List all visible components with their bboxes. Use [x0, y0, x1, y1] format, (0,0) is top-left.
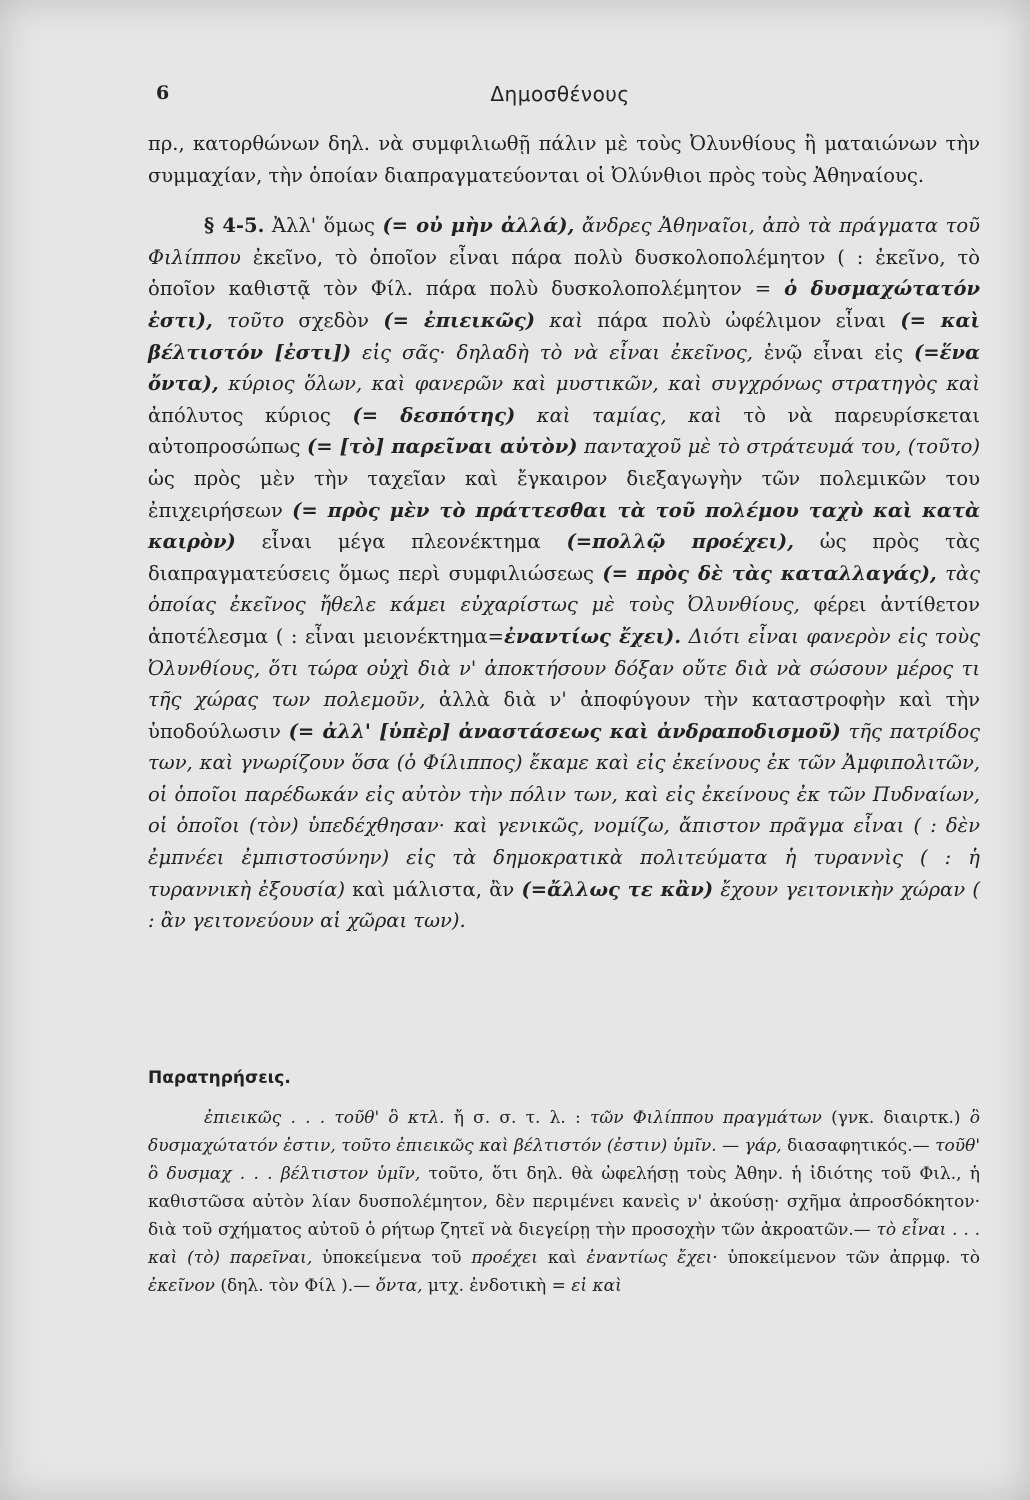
greek-original-phrase: (=ἄλλως τε κἂν)	[521, 877, 714, 901]
italic-run: ἐκεῖνον	[148, 1276, 215, 1296]
italic-run: καὶ ταμίας, καὶ	[515, 403, 722, 427]
text-run: πρ., κατορθώνων δηλ. νὰ συμφιλιωθῇ πάλιν μὲ τοὺς Ὀλυνθίους ἢ ματαιώνων τὴν συμμαχίαν, τὴν ὁποίαν διαπραγματεύονται οἱ Ὀλύνθιοι πρὸς τοὺς Ἀθηναίους.	[148, 132, 980, 187]
text-run: καὶ	[537, 1248, 587, 1268]
italic-run: ἄνδρες Ἀθηναῖοι, ἀπὸ τὰ πράγματα τοῦ Φιλίππου	[148, 214, 980, 269]
italic-run: τοῦτο	[212, 308, 285, 332]
text-run: καὶ μάλιστα, ἂν	[344, 877, 522, 901]
italic-run: καὶ	[534, 308, 583, 332]
italic-run: ὄντα,	[375, 1276, 423, 1296]
greek-original-phrase: (= ἐπιεικῶς)	[383, 308, 535, 332]
remarks-heading: Παρατηρήσεις.	[148, 1068, 291, 1088]
italic-run: τῆς πατρίδος των, καὶ γνωρίζουν ὅσα (ὁ Φίλιππος) ἔκαμε καὶ εἰς ἐκείνους ἐκ τῶν Ἀμφιπολιτῶν, οἱ ὁποῖοι παρέδωκάν εἰς αὐτὸν τὴν πόλιν των, καὶ εἰς ἐκείνους ἐκ τῶν Πυδναίων, οἱ ὁποῖοι (τὸν) ὑπεδέχθησαν· καὶ γενικῶς, νομίζω, ἄπιστον πρᾶγμα εἶναι ( : δὲν ἐμπνέει ἐμπιστοσύνην) εἰς τὰ δημοκρατικὰ πολιτεύματα ἡ τυραννὶς ( : ἡ τυραννικὴ ἐξουσία)	[148, 719, 980, 901]
running-title: Δημοσθένους	[490, 82, 630, 106]
text-run: ὡς πρὸς μὲν τὴν ταχεῖαν καὶ ἔγκαιρον διεξαγωγὴν τῶν πολεμικῶν του ἐπιχειρήσεων	[148, 466, 980, 522]
page-header	[150, 82, 970, 112]
greek-original-phrase: (= καὶ βέλτιστόν [ἐστι])	[148, 308, 980, 364]
text-run: Ἀλλ' ὅμως	[264, 214, 383, 238]
italic-run: τοῦθ' ὃ δυσμαχ . . . βέλτιστον ὑμῖν,	[148, 1136, 980, 1184]
italic-run: ὃ δυσμαχώτατόν ἐστιν, τοῦτο ἐπιεικῶς καὶ βέλτιστόν (ἐστιν) ὑμῖν. — γάρ,	[148, 1108, 980, 1156]
greek-original-phrase: (= πρὸς δὲ τὰς καταλλαγάς),	[602, 561, 937, 585]
text-run: ὑποκείμενα τοῦ	[312, 1248, 472, 1268]
text-run: φέρει ἀντίθετον ἀποτέλεσμα ( : εἶναι μειονέκτημα=	[148, 593, 980, 648]
greek-original-phrase: (=ἕνα ὄντα),	[148, 340, 980, 396]
intro-paragraph	[148, 128, 980, 191]
greek-original-phrase: (= [τὸ] παρεῖναι αὐτὸν)	[306, 435, 578, 459]
italic-run: ἔχουν γειτονικὴν χώραν ( : ἂν γειτονεύουν αἱ χῶραι των).	[148, 877, 980, 933]
italic-run: τῶν Φιλίππου πραγμάτων	[589, 1108, 822, 1128]
text-run: ἐκεῖνο, τὸ ὁποῖον εἶναι πάρα πολὺ δυσκολοπολέμητον ( : ἐκεῖνο, τὸ ὁποῖον καθιστᾷ τὸν Φίλ. πάρα πολὺ δυσκολοπολέμητον =	[148, 245, 980, 301]
greek-original-phrase: ὁ δυσμαχώτατόν ἐστι),	[148, 277, 980, 332]
italic-run: κύριος ὅλων, καὶ φανερῶν καὶ μυστικῶν, καὶ συγχρόνως στρατηγὸς καὶ	[218, 372, 980, 396]
italic-run: εἰ καὶ	[571, 1276, 622, 1296]
text-run: ἤ σ. σ. τ. λ. :	[444, 1108, 590, 1128]
remarks-notes	[148, 1104, 980, 1300]
text-run: (γνκ. διαιρτκ.)	[821, 1108, 970, 1128]
translation-text	[148, 128, 980, 937]
remarks-paragraph	[148, 1104, 980, 1300]
text-run: ὑποκείμενον τῶν ἀπρμφ. τὸ	[717, 1248, 981, 1268]
greek-original-phrase: (= ἀλλ' [ὑπὲρ] ἀναστάσεως καὶ ἀνδραποδισμοῦ)	[288, 719, 841, 743]
italic-run: πανταχοῦ μὲ τὸ στράτευμά του, (τοῦτο)	[577, 435, 980, 459]
text-run: πάρα πολὺ ὠφέλιμον εἶναι	[582, 308, 901, 332]
italic-run: Διότι εἶναι φανερὸν εἰς τοὺς Ὀλυνθίους, ὅτι τώρα οὐχὶ διὰ ν' ἀποκτήσουν δόξαν οὔτε διὰ νὰ σώσουν μέρος τι τῆς χώρας των πολεμοῦν,	[148, 624, 980, 712]
text-run: τοῦτο, ὅτι δηλ. θὰ ὠφελήσῃ τοὺς Ἀθην. ἡ ἰδιότης τοῦ Φιλ., ἡ καθιστῶσα αὐτὸν λίαν δυσπολέμητον, δὲν περιμένει κανεὶς ν' ἀκούσῃ· σχῆμα ἀπροσδόκητον· διὰ τοῦ σχήματος αὐτοῦ ὁ ρήτωρ ζητεῖ νὰ διεγείρῃ τὴν προσοχὴν τῶν ἀκροατῶν.—	[148, 1164, 980, 1240]
section-paragraph	[148, 210, 980, 937]
text-run: ἀλλὰ διὰ ν' ἀποφύγουν τὴν καταστροφὴν καὶ τὴν ὑποδούλωσιν	[148, 688, 981, 743]
italic-run: τὰς ὁποίας ἐκεῖνος ἤθελε κάμει εὐχαρίστως μὲ τοὺς Ὀλυνθίους,	[148, 561, 981, 617]
italic-run: τὸ εἶναι . . . καὶ (τὸ) παρεῖναι,	[148, 1220, 981, 1268]
text-run: εἶναι μέγα πλεονέκτημα	[235, 530, 567, 554]
greek-original-phrase: (=πολλῷ προέχει),	[566, 530, 794, 554]
page-number: 6	[156, 82, 170, 104]
text-run: (δηλ. τὸν Φίλ ).—	[214, 1276, 376, 1296]
italic-run: ἐπιεικῶς . . . τοῦθ' ὃ κτλ.	[204, 1108, 445, 1128]
text-run: σχεδὸν	[284, 308, 384, 332]
italic-run: ἐναντίως ἔχει·	[586, 1248, 718, 1268]
text-run: τὸ νὰ παρευρίσκεται αὐτοπροσώπως	[148, 403, 980, 459]
italic-run: προέχει	[471, 1248, 538, 1268]
text-run: ὡς πρὸς τὰς διαπραγματεύσεις ὅμως περὶ συμφιλιώσεως	[148, 530, 980, 585]
text-run: ἀπόλυτος κύριος	[148, 403, 353, 427]
text-run: ἐνῷ εἶναι εἰς	[753, 340, 915, 364]
text-run: διασαφητικός.—	[781, 1136, 936, 1156]
italic-run: εἰς σᾶς· δηλαδὴ τὸ νὰ εἶναι ἐκεῖνος,	[351, 340, 753, 364]
greek-original-phrase: ἐναντίως ἔχει).	[503, 624, 682, 648]
section-number: § 4-5.	[204, 214, 265, 238]
greek-original-phrase: (= δεσπότης)	[352, 403, 516, 427]
greek-original-phrase: (= οὐ μὴν ἀλλά),	[382, 214, 575, 238]
text-run: μτχ. ἐνδοτικὴ =	[422, 1276, 572, 1296]
greek-original-phrase: (= πρὸς μὲν τὸ πράττεσθαι τὰ τοῦ πολέμου ταχὺ καὶ κατὰ καιρὸν)	[148, 498, 980, 554]
